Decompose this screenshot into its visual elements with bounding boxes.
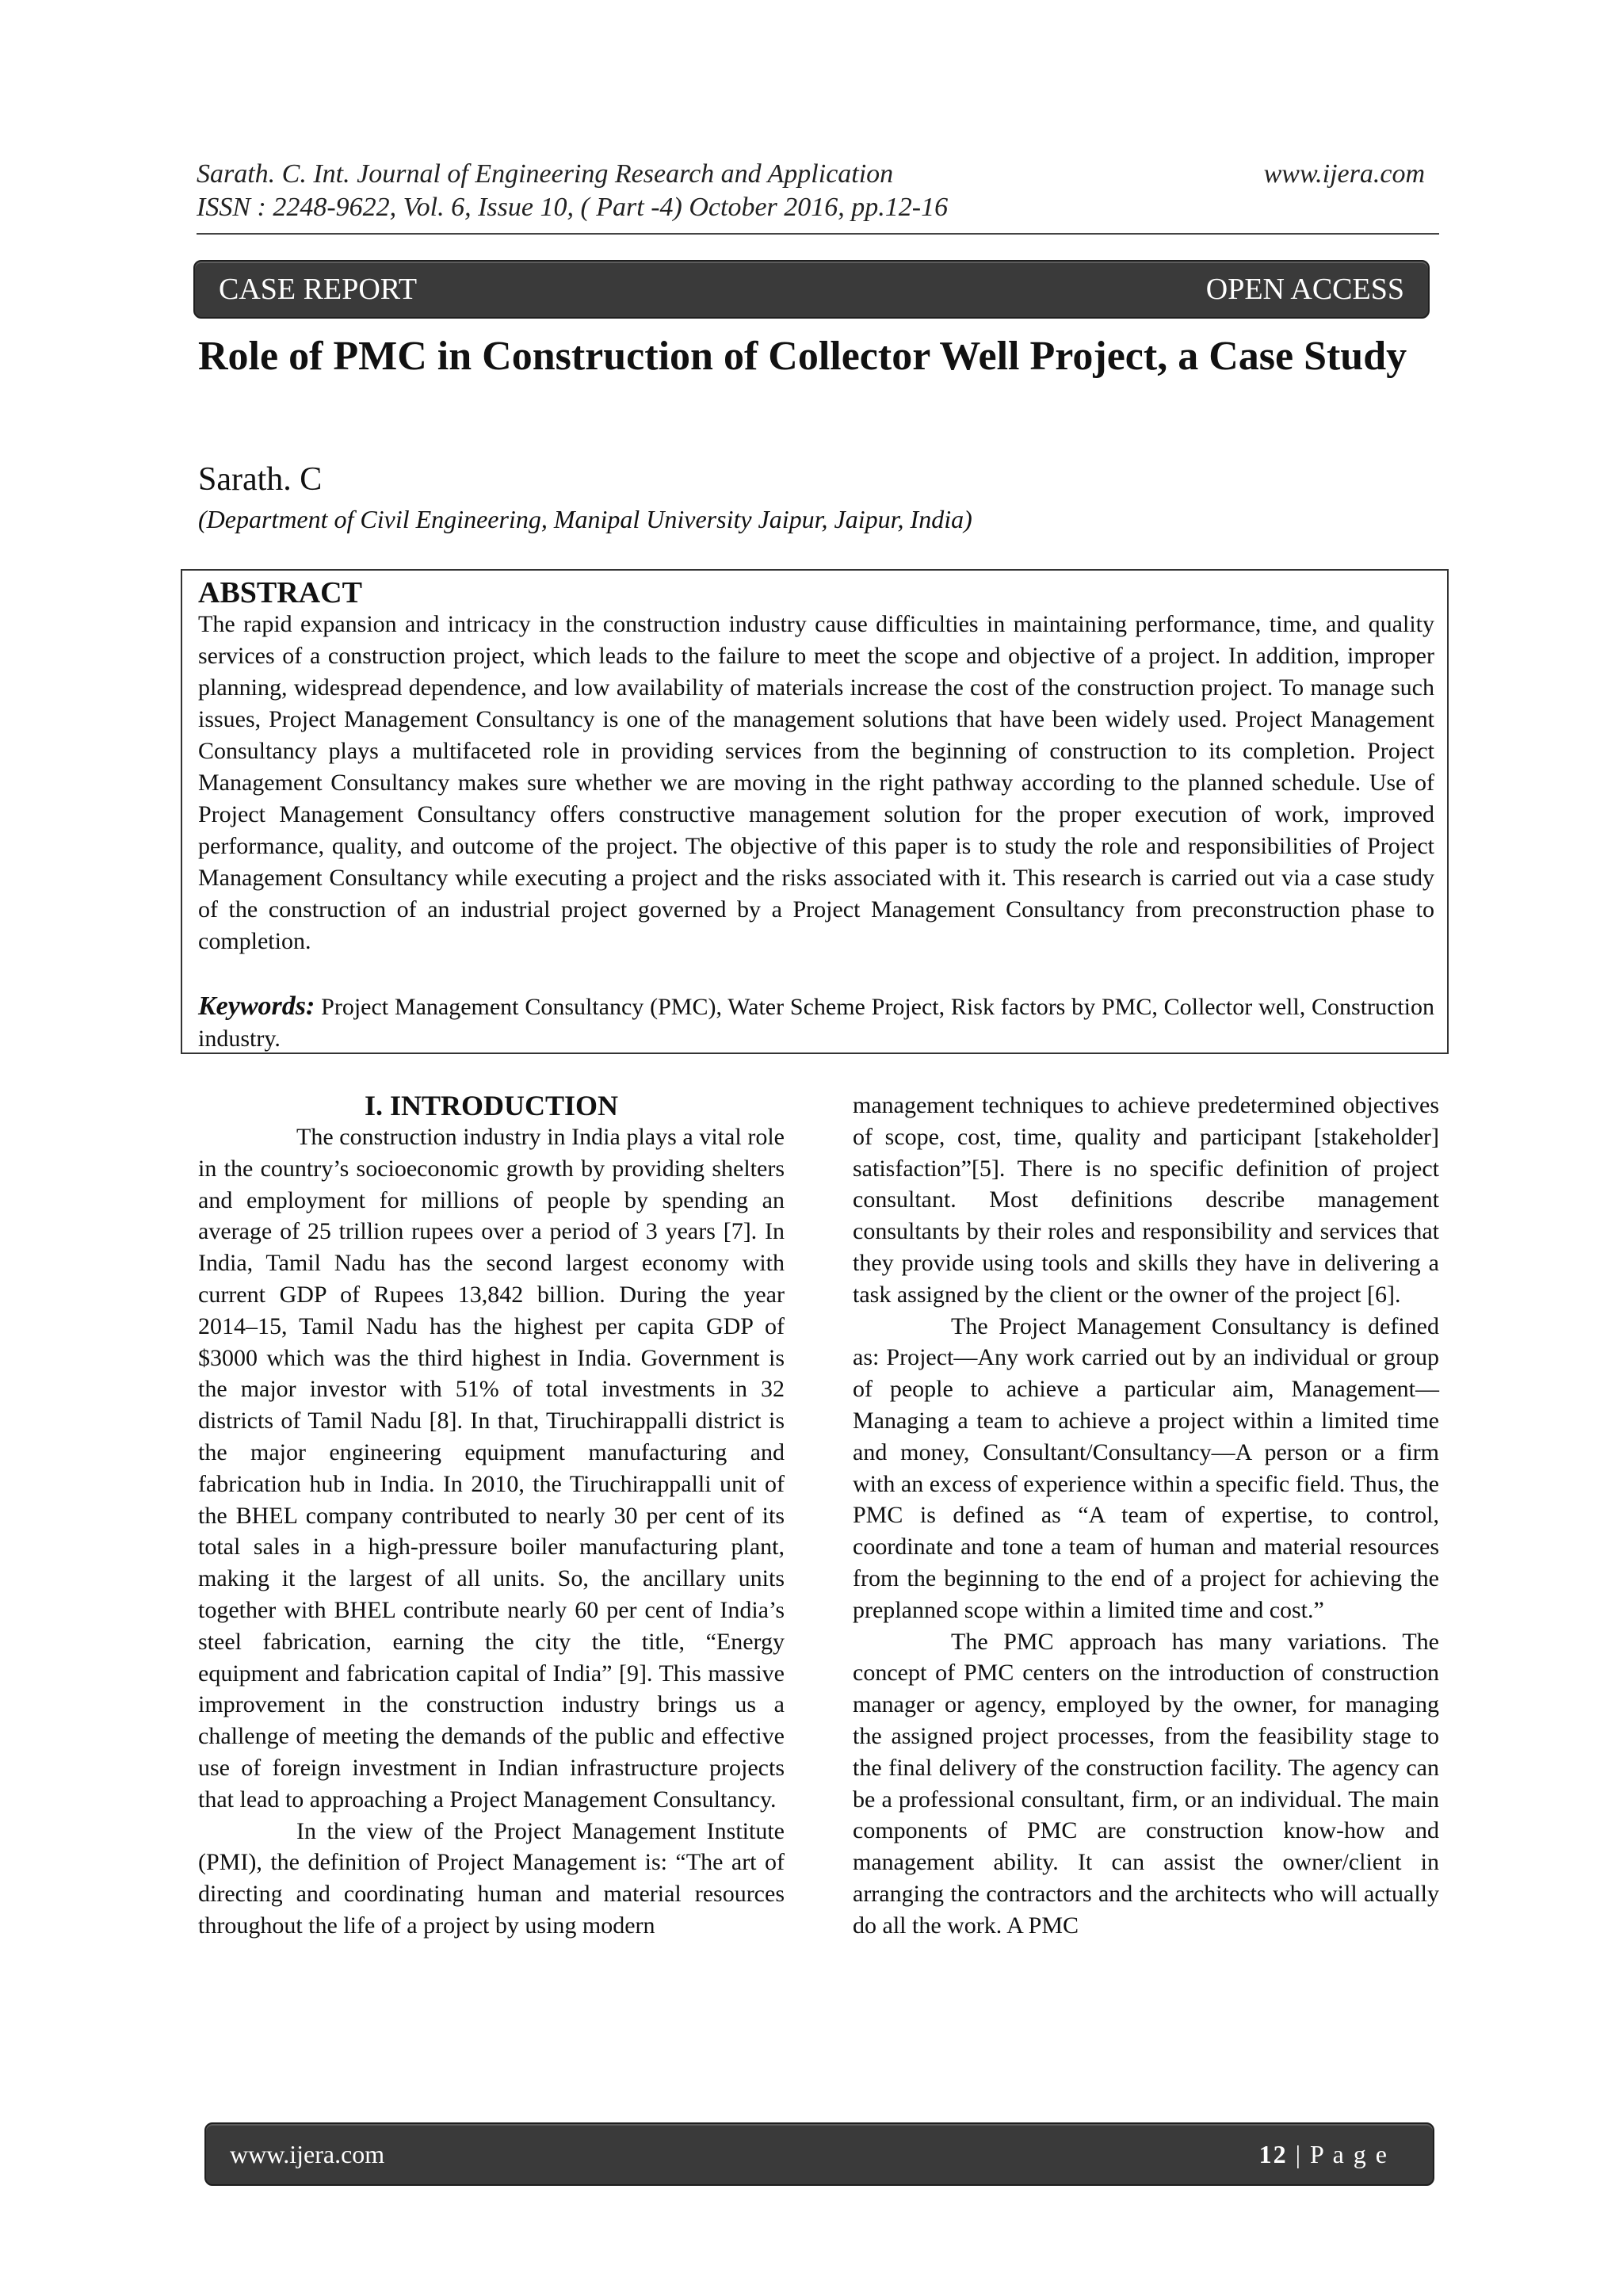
body-paragraph: In the view of the Project Management Institute (PMI), the definition of Project Management is: “The art of directing and coordinating human and material resources throughout the life of a project by using modern bbox=[198, 1817, 785, 1939]
keywords-line bbox=[198, 991, 1434, 1055]
abstract-heading: ABSTRACT bbox=[198, 576, 362, 609]
footer-website-link[interactable]: www.ijera.com bbox=[230, 2140, 385, 2168]
page-number: 12 bbox=[1258, 2140, 1288, 2168]
header-rule bbox=[197, 233, 1439, 235]
author-name: Sarath. C bbox=[198, 461, 323, 498]
body-paragraph: The construction industry in India plays a vital role in the country’s socioeconomic growth by providing shelters and employment for millions of people by spending an average of 25 trillion rupees over a period of 3 years [7]. In India, Tamil Nadu has the second largest economy with current GDP of Rupees 13,842 billion. During the year 2014–15, Tamil Nadu has the highest per capita GDP of $3000 which was the third highest in India. Government is the major investor with 51% of total investments in 32 districts of Tamil Nadu [8]. In that, Tiruchirappalli district is the major engineering equipment manufacturing and fabrication hub in India. In 2010, the Tiruchirappalli unit of the BHEL company contributed to nearly 30 per cent of its total sales in a high-pressure boiler manufacturing plant, making it the largest of all units. So, the ancillary units together with BHEL contribute nearly 60 per cent of India’s steel fabrication, earning the city the title, “Energy equipment and fabrication capital of India” [9]. This massive improvement in the construction industry brings us a challenge of meeting the demands of the public and effective use of foreign investment in Indian infrastructure projects that lead to approaching a Project Management Consultancy. bbox=[198, 1124, 785, 1813]
article-title: Role of PMC in Construction of Collector Well Project, a Case Study bbox=[198, 334, 1407, 379]
open-access-label: OPEN ACCESS bbox=[1205, 273, 1404, 306]
footer-band bbox=[204, 2122, 1434, 2186]
issn-header: ISSN : 2248-9622, Vol. 6, Issue 10, ( Part -4) October 2016, pp.12-16 bbox=[197, 193, 949, 222]
author-affiliation: (Department of Civil Engineering, Manipal University Jaipur, Jaipur, India) bbox=[198, 505, 972, 533]
article-type-band bbox=[193, 260, 1430, 319]
left-column bbox=[198, 1090, 785, 1942]
journal-header: Sarath. C. Int. Journal of Engineering Research and Application bbox=[197, 159, 894, 189]
body-paragraph: management techniques to achieve predetermined objectives of scope, cost, time, quality and participant [stakeholder] satisfaction”[5]. There is no specific definition of project consultant. Most definitions describe management consultants by their roles and responsibility and services that they provide using tools and skills they have in delivering a task assigned by the client or the owner of the project [6]. bbox=[853, 1092, 1439, 1308]
body-paragraph: The PMC approach has many variations. The concept of PMC centers on the introduction of construction manager or agency, employed by the owner, for managing the assigned project processes, from the feasibility stage to the final delivery of the construction facility. The agency can be a professional consultant, firm, or an individual. The main components of PMC are construction know-how and management ability. It can assist the owner/client in arranging the contractors and the architects who will actually do all the work. A PMC bbox=[853, 1628, 1439, 1939]
case-report-label: CASE REPORT bbox=[219, 273, 418, 306]
section-heading-introduction: I. INTRODUCTION bbox=[364, 1090, 619, 1121]
page-suffix: | P a g e bbox=[1287, 2140, 1388, 2168]
page-number-label bbox=[1259, 2138, 1388, 2170]
keywords-text: Project Management Consultancy (PMC), Water Scheme Project, Risk factors by PMC, Collector well, Construction industry. bbox=[198, 994, 1435, 1052]
abstract-text: The rapid expansion and intricacy in the construction industry cause difficulties in maintaining performance, time, and quality services of a construction project, which leads to the failure to meet the scope and objective of a project. In addition, improper planning, widespread dependence, and low availability of materials increase the cost of the construction project. To manage such issues, Project Management Consultancy is one of the management solutions that have been widely used. Project Management Consultancy plays a multifaceted role in providing services from the beginning of construction to its completion. Project Management Consultancy makes sure whether we are moving in the right pathway according to the planned schedule. Use of Project Management Consultancy offers constructive management solution for the proper execution of work, improved performance, quality, and outcome of the project. The objective of this paper is to study the role and responsibilities of Project Management Consultancy while executing a project and the risks associated with it. This research is carried out via a case study of the construction of an industrial project governed by a Project Management Consultancy from preconstruction phase to completion. bbox=[198, 611, 1434, 954]
header-website-link[interactable]: www.ijera.com bbox=[1263, 159, 1425, 189]
keywords-label: Keywords: bbox=[198, 991, 315, 1021]
right-column bbox=[853, 1090, 1439, 1942]
body-paragraph: The Project Management Consultancy is defined as: Project—Any work carried out by an individual or group of people to achieve a particular aim, Management—Managing a team to achieve a project within a limited time and money, Consultant/Consultancy—A person or a firm with an excess of experience within a specific field. Thus, the PMC is defined as “A team of expertise, to control, coordinate and tone a team of human and material resources from the beginning to the end of a project for achieving the preplanned scope within a limited time and cost.” bbox=[853, 1312, 1439, 1623]
